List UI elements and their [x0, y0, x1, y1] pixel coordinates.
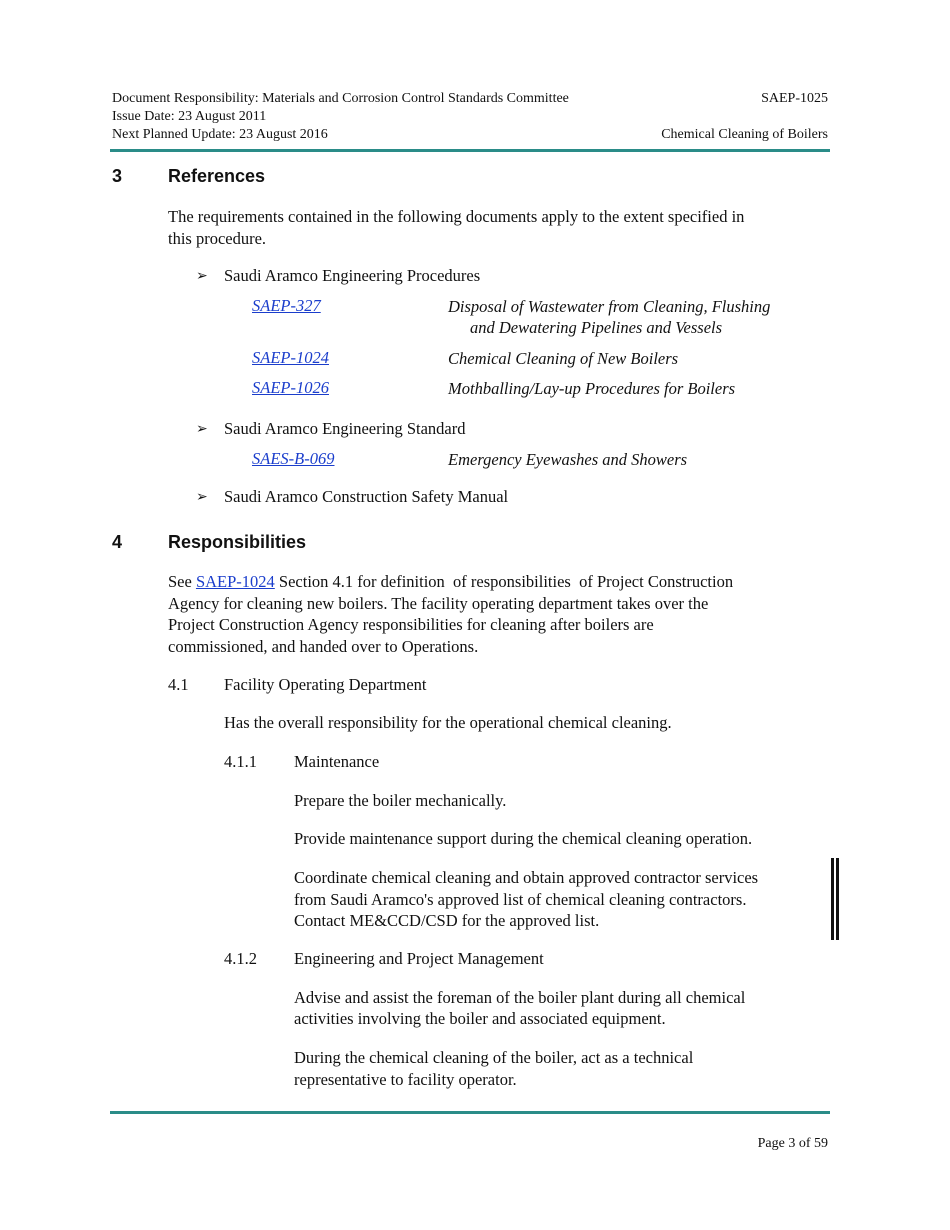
header-next-update: Next Planned Update: 23 August 2016 [112, 127, 328, 142]
ref-link-saep-1024-inline[interactable]: SAEP-1024 [195, 572, 275, 591]
footer-rule [110, 1111, 830, 1114]
section3-number: 3 [112, 166, 123, 186]
ref-link-saep-1024[interactable]: SAEP-1024 [252, 348, 329, 367]
ref-title: Chemical Cleaning of New Boilers [448, 349, 679, 368]
header-doc-title: Chemical Cleaning of Boilers [661, 127, 828, 142]
section4-para-line3: Project Construction Agency responsibilities for cleaning after boilers are [168, 615, 654, 634]
s412-p1-line1: Advise and assist the foreman of the boiler plant during all chemical [294, 988, 746, 1007]
section3-intro-line2: this procedure. [168, 229, 267, 248]
s411-title: Maintenance [294, 752, 380, 771]
change-bar [831, 858, 834, 940]
s411-number: 4.1.1 [224, 752, 257, 771]
s412-p2-line1: During the chemical cleaning of the boiler, act as a technical [294, 1048, 694, 1067]
para-line1-rest: Section 4.1 for definition of responsibilities of Project Construction [274, 572, 734, 591]
header-rule [110, 149, 830, 152]
ref-group-label: Saudi Aramco Engineering Standard [224, 419, 466, 438]
change-bar [836, 858, 839, 940]
s41-text: Has the overall responsibility for the operational chemical cleaning. [224, 713, 672, 732]
ref-link-saes-b-069[interactable]: SAES-B-069 [252, 449, 335, 468]
s411-p3-line3: Contact ME&CCD/CSD for the approved list. [294, 911, 600, 930]
section3-intro-line1: The requirements contained in the following documents apply to the extent specified in [168, 207, 745, 226]
section4-para-line1 [168, 571, 733, 593]
section4-para-line4: commissioned, and handed over to Operations. [168, 637, 479, 656]
header-issue-date: Issue Date: 23 August 2011 [112, 109, 267, 124]
header-doc-id: SAEP-1025 [761, 91, 828, 106]
s412-number: 4.1.2 [224, 949, 257, 968]
s411-p3-line1: Coordinate chemical cleaning and obtain approved contractor services [294, 868, 759, 887]
page-number: Page 3 of 59 [757, 1136, 828, 1151]
bullet-arrow-icon: ➢ [196, 422, 208, 437]
ref-title: Disposal of Wastewater from Cleaning, Flushing [448, 297, 771, 316]
ref-title-cont: and Dewatering Pipelines and Vessels [470, 318, 723, 337]
s411-p2: Provide maintenance support during the chemical cleaning operation. [294, 829, 753, 848]
s412-p2-line2: representative to facility operator. [294, 1070, 517, 1089]
s411-p1: Prepare the boiler mechanically. [294, 791, 507, 810]
header-responsibility: Document Responsibility: Materials and Corrosion Control Standards Committee [112, 91, 569, 106]
bullet-arrow-icon: ➢ [196, 490, 208, 505]
section4-number: 4 [112, 532, 123, 552]
see-text: See [168, 572, 192, 591]
section4-title: Responsibilities [168, 532, 307, 552]
ref-link-saep-1026[interactable]: SAEP-1026 [252, 378, 329, 397]
ref-group-label: Saudi Aramco Construction Safety Manual [224, 487, 509, 506]
bullet-arrow-icon: ➢ [196, 269, 208, 284]
ref-link-saep-327[interactable]: SAEP-327 [252, 296, 321, 315]
ref-title: Mothballing/Lay-up Procedures for Boilers [448, 379, 736, 398]
ref-title: Emergency Eyewashes and Showers [448, 450, 688, 469]
s41-title: Facility Operating Department [224, 675, 427, 694]
s41-number: 4.1 [168, 675, 189, 694]
s412-title: Engineering and Project Management [294, 949, 544, 968]
s411-p3-line2: from Saudi Aramco's approved list of chemical cleaning contractors. [294, 890, 747, 909]
section4-para-line2: Agency for cleaning new boilers. The facility operating department takes over the [168, 594, 709, 613]
section3-title: References [168, 166, 266, 186]
ref-group-label: Saudi Aramco Engineering Procedures [224, 266, 481, 285]
s412-p1-line2: activities involving the boiler and associated equipment. [294, 1009, 666, 1028]
